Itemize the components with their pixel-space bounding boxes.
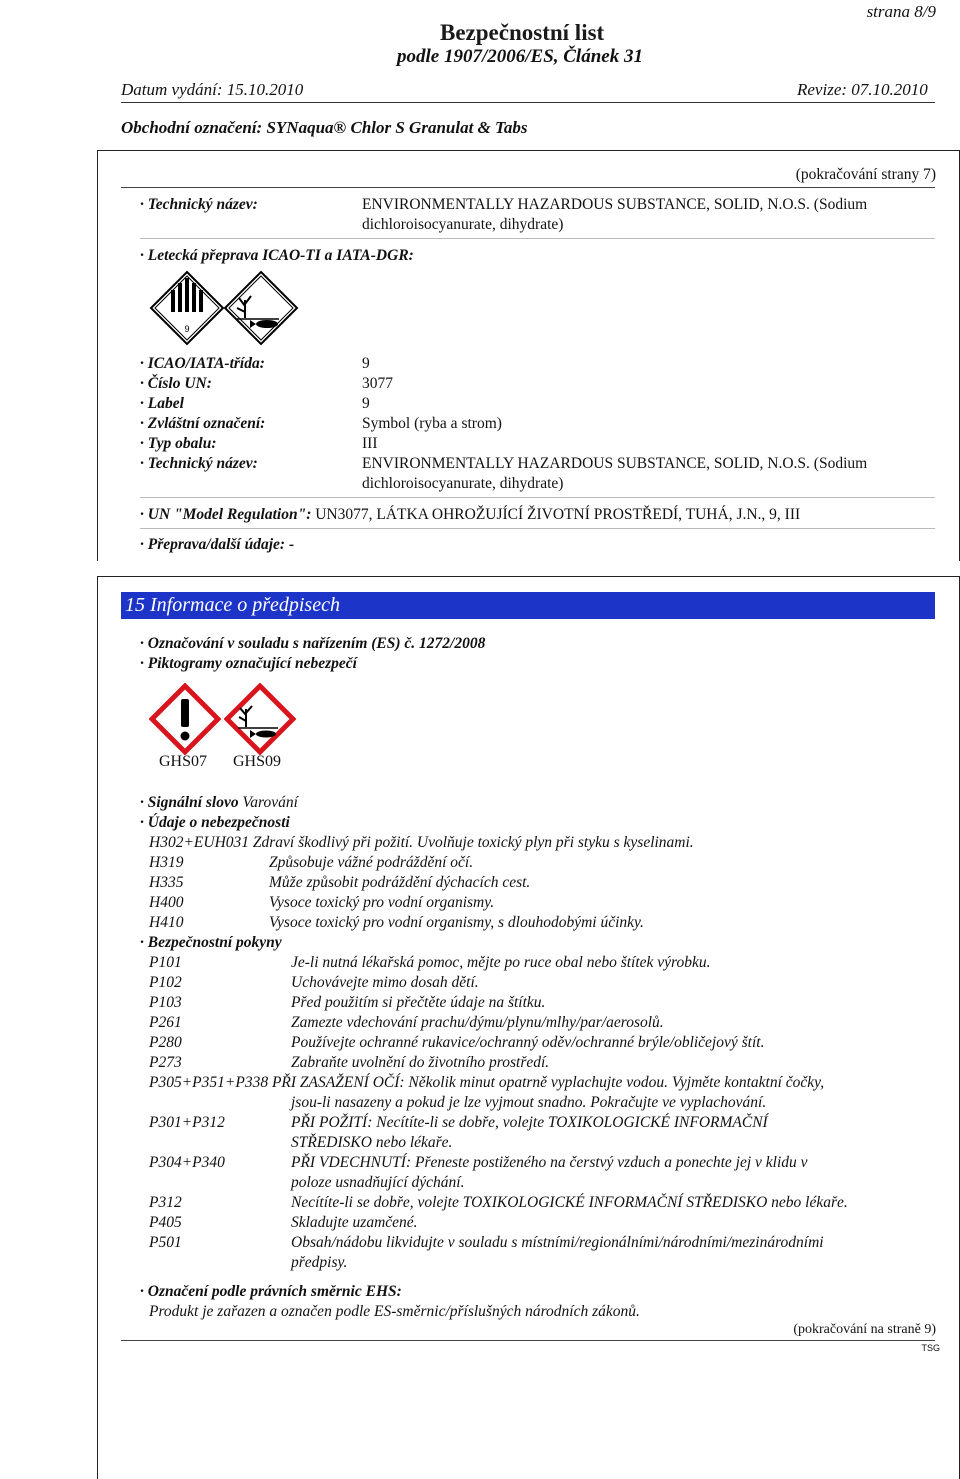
precaution-code: P103: [149, 994, 182, 1011]
special-marking-label: · Zvláštní označení:: [140, 415, 266, 432]
precaution-code: P405: [149, 1214, 182, 1231]
document-subtitle: podle 1907/2006/ES, Článek 31: [397, 46, 643, 67]
header-divider: [121, 102, 935, 103]
precaution-text-cont: STŘEDISKO nebo lékaře.: [291, 1134, 453, 1151]
revision-date: Revize: 07.10.2010: [797, 80, 928, 99]
air-transport-label: · Letecká přeprava ICAO-TI a IATA-DGR:: [140, 247, 414, 264]
precautionary-label: · Bezpečnostní pokyny: [140, 934, 282, 951]
precaution-text: PŘI ZASAŽENÍ OČÍ: Několik minut opatrně vyplachujte vodou. Vyjměte kontaktní čočky,: [271, 1074, 825, 1091]
icao-class-label: · ICAO/IATA-třída:: [140, 355, 265, 372]
un-number-value: 3077: [362, 375, 393, 392]
transport-other-value: -: [288, 536, 295, 553]
hazard-text: Způsobuje vážné podráždění očí.: [269, 854, 474, 871]
hazard-code: H410: [149, 914, 184, 931]
precaution-text: Používejte ochranné rukavice/ochranný oděv/ochranné brýle/obličejový štít.: [291, 1034, 765, 1051]
continuation-bottom: (pokračování na straně 9): [793, 1322, 936, 1337]
hazard-statements-label: · Údaje o nebezpečnosti: [140, 814, 290, 831]
precaution-text: Je-li nutná lékařská pomoc, mějte po ruce obal nebo štítek výrobku.: [291, 954, 711, 971]
un-number-label: · Číslo UN:: [140, 375, 212, 392]
precaution-code: P304+P340: [149, 1154, 225, 1171]
precaution-text: PŘI VDECHNUTÍ: Přeneste postiženého na čerstvý vzduch a ponechte jej v klidu v: [291, 1154, 808, 1171]
environment-hazard-icon: [223, 270, 299, 346]
precaution-text-cont: poloze usnadňující dýchání.: [291, 1174, 465, 1191]
ghs09-label: GHS09: [233, 753, 282, 770]
divider: [140, 497, 935, 498]
trade-name: Obchodní označení: SYNaqua® Chlor S Granulat & Tabs: [121, 118, 528, 137]
tech-name-2-line2: dichloroisocyanurate, dihydrate): [362, 475, 564, 492]
precaution-code: P501: [149, 1234, 182, 1251]
tech-name-2-label: · Technický název:: [140, 455, 258, 472]
hazard-text: Vysoce toxický pro vodní organismy.: [269, 894, 495, 911]
divider: [121, 187, 935, 188]
precaution-text: Skladujte uzamčené.: [291, 1214, 418, 1231]
environment-ghs-icon: [224, 683, 296, 755]
hazard-text: Může způsobit podráždění dýchacích cest.: [269, 874, 531, 891]
page-number: strana 8/9: [866, 2, 936, 21]
tech-name-line2: dichloroisocyanurate, dihydrate): [362, 216, 564, 233]
precaution-text-cont: jsou-li nasazeny a pokud je lze vyjmout snadno. Pokračujte ve vyplachování.: [291, 1094, 767, 1111]
ehs-text: Produkt je zařazen a označen podle ES-směrnic/příslušných národních zákonů.: [149, 1303, 640, 1320]
precaution-code: P101: [149, 954, 182, 971]
precaution-text: Uchovávejte mimo dosah dětí.: [291, 974, 479, 991]
icao-class-value: 9: [362, 355, 370, 372]
precaution-text: PŘI POŽITÍ: Necítíte-li se dobře, volejte TOXIKOLOGICKÉ INFORMAČNÍ: [291, 1114, 768, 1131]
label-value: 9: [362, 395, 370, 412]
precaution-code: P280: [149, 1034, 182, 1051]
precaution-text: Před použitím si přečtěte údaje na štítku.: [291, 994, 546, 1011]
tech-name-line1: ENVIRONMENTALLY HAZARDOUS SUBSTANCE, SOLID, N.O.S. (Sodium: [362, 196, 868, 213]
divider: [121, 1340, 935, 1341]
document-title: Bezpečnostní list: [440, 20, 605, 45]
labelling-regulation: · Označování v souladu s nařízením (ES) č. 1272/2008: [140, 635, 486, 652]
issue-date: Datum vydání: 15.10.2010: [121, 80, 304, 99]
hazard-code: H319: [149, 854, 184, 871]
signal-word-value: Varování: [242, 794, 298, 811]
svg-text:9: 9: [184, 324, 190, 334]
precaution-code: P273: [149, 1054, 182, 1071]
class-9-diamond-icon: [149, 270, 225, 346]
precaution-text: Zamezte vdechování prachu/dýmu/plynu/mlhy/par/aerosolů.: [291, 1014, 664, 1031]
precaution-code: P102: [149, 974, 182, 991]
ehs-label: · Označení podle právních směrnic EHS:: [140, 1283, 402, 1300]
hazard-text: Vysoce toxický pro vodní organismy, s dlouhodobými účinky.: [269, 914, 644, 931]
divider: [140, 528, 935, 529]
divider: [140, 238, 935, 239]
precaution-text: Zabraňte uvolnění do životního prostředí.: [291, 1054, 550, 1071]
continuation-top: (pokračování strany 7): [795, 166, 936, 183]
precaution-code: P312: [149, 1194, 182, 1211]
precaution-code: P261: [149, 1014, 182, 1031]
hazard-code: H302+EUH031: [149, 834, 250, 851]
tech-name-label: · Technický název:: [140, 196, 258, 213]
footer-code: TSG: [921, 1343, 940, 1353]
tech-name-2-line1: ENVIRONMENTALLY HAZARDOUS SUBSTANCE, SOLID, N.O.S. (Sodium: [362, 455, 868, 472]
pictograms-label: · Piktogramy označující nebezpečí: [140, 655, 357, 672]
transport-other-label: · Přeprava/další údaje:: [140, 536, 286, 553]
precaution-text-cont: předpisy.: [291, 1254, 348, 1271]
signal-word-label: · Signální slovo: [140, 794, 239, 811]
ghs07-label: GHS07: [159, 753, 208, 770]
packing-group-label: · Typ obalu:: [140, 435, 217, 452]
model-regulation-label: · UN "Model Regulation":: [140, 506, 312, 523]
precaution-code: P301+P312: [149, 1114, 225, 1131]
hazard-text: Zdraví škodlivý při požití. Uvolňuje toxický plyn při styku s kyselinami.: [252, 834, 694, 851]
section-15-heading: 15 Informace o předpisech: [121, 592, 935, 619]
packing-group-value: III: [362, 435, 378, 452]
precaution-code: P305+P351+P338: [149, 1074, 269, 1091]
special-marking-value: Symbol (ryba a strom): [362, 415, 502, 432]
precaution-text: Obsah/nádobu likvidujte v souladu s místními/regionálními/národními/mezinárodními: [291, 1234, 824, 1251]
exclamation-mark-icon: [149, 683, 221, 755]
precaution-text: Necítíte-li se dobře, volejte TOXIKOLOGICKÉ INFORMAČNÍ STŘEDISKO nebo lékaře.: [291, 1194, 848, 1211]
label-label: · Label: [140, 395, 184, 412]
hazard-code: H335: [149, 874, 184, 891]
model-regulation-value: UN3077, LÁTKA OHROŽUJÍCÍ ŽIVOTNÍ PROSTŘEDÍ, TUHÁ, J.N., 9, III: [315, 506, 801, 523]
hazard-code: H400: [149, 894, 184, 911]
